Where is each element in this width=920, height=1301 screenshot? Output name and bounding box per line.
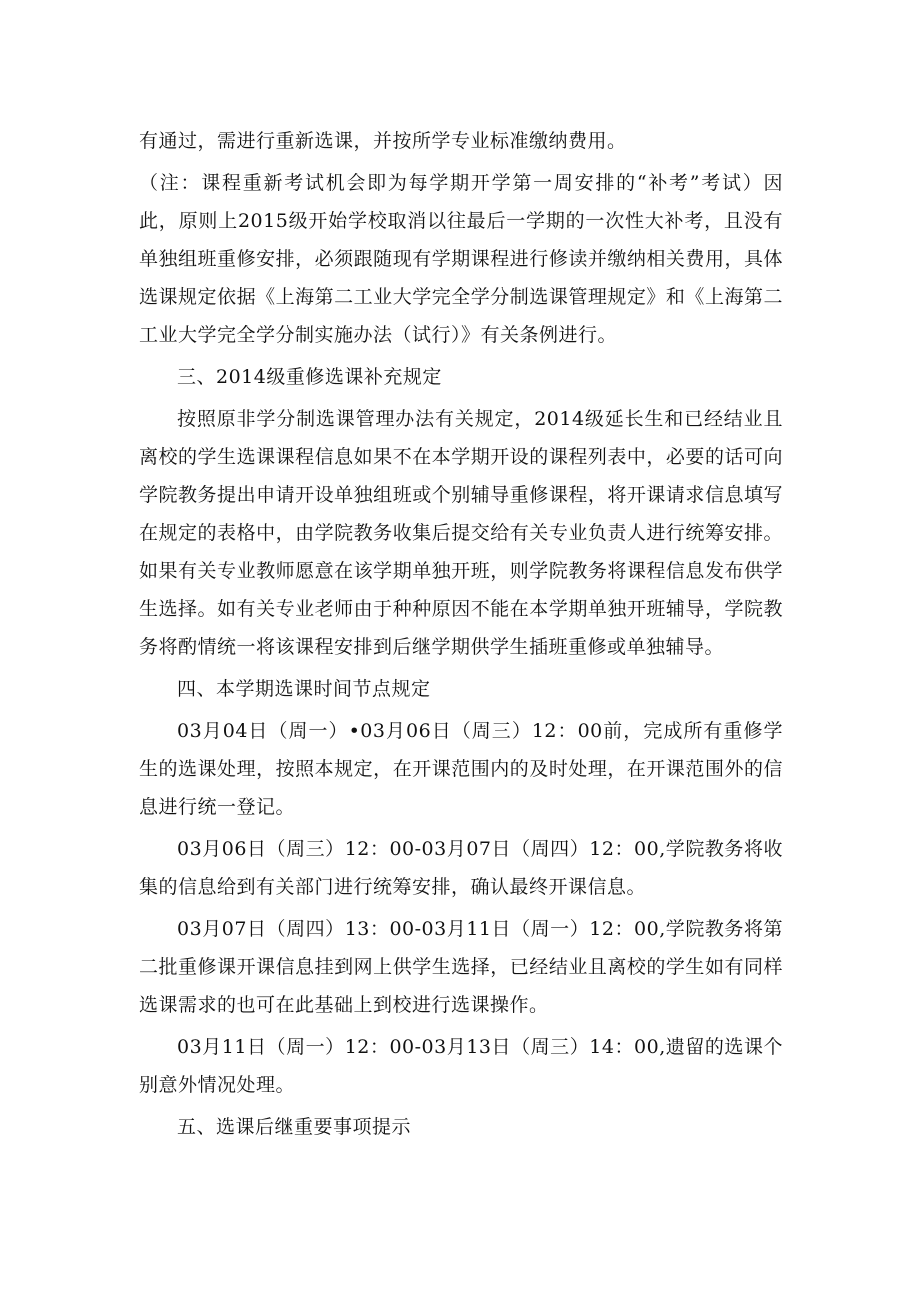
paragraph-timeline-3: 03月07日（周四）13：00-03月11日（周一）12：00,学院教务将第二批重修课开课信息挂到网上供学生选择，已经结业且离校的学生如有同样选课需求的也可在此基础上到校进行选课操作。 [139, 918, 783, 1016]
paragraph-continuation: 有通过，需进行重新选课，并按所学专业标准缴纳费用。 [139, 130, 627, 152]
section-heading-3: 三、2014级重修选课补充规定 [177, 366, 442, 388]
paragraph-timeline-4: 03月11日（周一）12：00-03月13日（周三）14：00,遗留的选课个别意外情况处理。 [139, 1036, 783, 1096]
section-heading-4: 四、本学期选课时间节点规定 [177, 678, 431, 700]
document-body [139, 122, 783, 1150]
paragraph-timeline-2: 03月06日（周三）12：00-03月07日（周四）12：00,学院教务将收集的信息给到有关部门进行统筹安排，确认最终开课信息。 [139, 838, 783, 898]
section-heading-5: 五、选课后继重要事项提示 [177, 1116, 412, 1138]
paragraph-2014-rules: 按照原非学分制选课管理办法有关规定，2014级延长生和已经结业且离校的学生选课课程信息如果不在本学期开设的课程列表中，必要的话可向学院教务提出申请开设单独组班或个别辅导重修课程，将开课请求信息填写在规定的表格中，由学院教务收集后提交给有关专业负责人进行统筹安排。如果有关专业教师愿意在该学期单独开班，则学院教务将课程信息发布供学生选择。如有关专业老师由于种种原因不能在本学期单独开班辅导，学院教务将酌情统一将该课程安排到后继学期供学生插班重修或单独辅导。 [139, 408, 783, 658]
paragraph-timeline-1: 03月04日（周一）•03月06日（周三）12：00前，完成所有重修学生的选课处理，按照本规定，在开课范围内的及时处理，在开课范围外的信息进行统一登记。 [139, 720, 783, 818]
paragraph-note: （注：课程重新考试机会即为每学期开学第一周安排的“补考”考试）因此，原则上2015级开始学校取消以往最后一学期的一次性大补考，且没有单独组班重修安排，必须跟随现有学期课程进行修读并缴纳相关费用，具体选课规定依据《上海第二工业大学完全学分制选课管理规定》和《上海第二工业大学完全学分制实施办法（试行）》有关条例进行。 [139, 172, 783, 346]
